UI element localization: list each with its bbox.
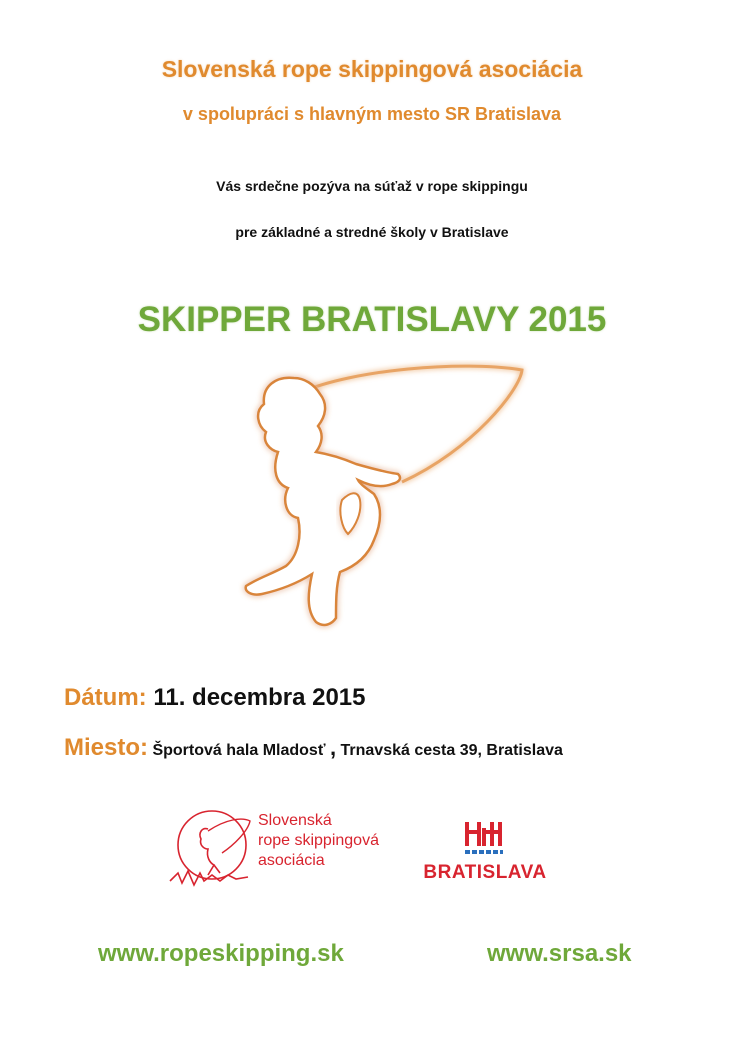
bratislava-logo [408, 816, 568, 888]
srsa-logo [168, 805, 408, 890]
rope-skipper-illustration [232, 360, 532, 638]
organization-subtitle: v spolupráci s hlavným mesto SR Bratislava [182, 104, 562, 124]
place-address: Trnavská cesta 39, Bratislava [340, 742, 563, 759]
invitation-line-1: Vás srdečne pozýva na súťaž v rope skippingu [216, 178, 528, 194]
srsa-line-1: Slovenská [258, 812, 332, 829]
srsa-line-2: rope skippingová [258, 832, 379, 849]
date-row [64, 684, 366, 712]
date-label: Dátum: [64, 684, 147, 711]
bratislava-logo-text: BRATISLAVA [423, 862, 547, 883]
srsa-line-3: asociácia [258, 852, 325, 869]
place-row [64, 734, 563, 762]
bratislava-castle-icon [408, 816, 562, 860]
place-separator: , [329, 735, 337, 760]
place-name: Športová hala Mladosť [152, 742, 326, 759]
srsa-link[interactable]: www.srsa.sk [487, 940, 632, 967]
invitation-line-2: pre základné a stredné školy v Bratislave [235, 224, 509, 240]
event-title: SKIPPER BRATISLAVY 2015 [137, 300, 607, 339]
date-value: 11. decembra 2015 [153, 684, 366, 711]
organization-title: Slovenská rope skippingová asociácia [161, 56, 583, 82]
place-label: Miesto: [64, 734, 148, 761]
srsa-logo-icon [168, 805, 258, 890]
ropeskipping-link[interactable]: www.ropeskipping.sk [98, 940, 344, 967]
srsa-logo-text [258, 811, 379, 871]
